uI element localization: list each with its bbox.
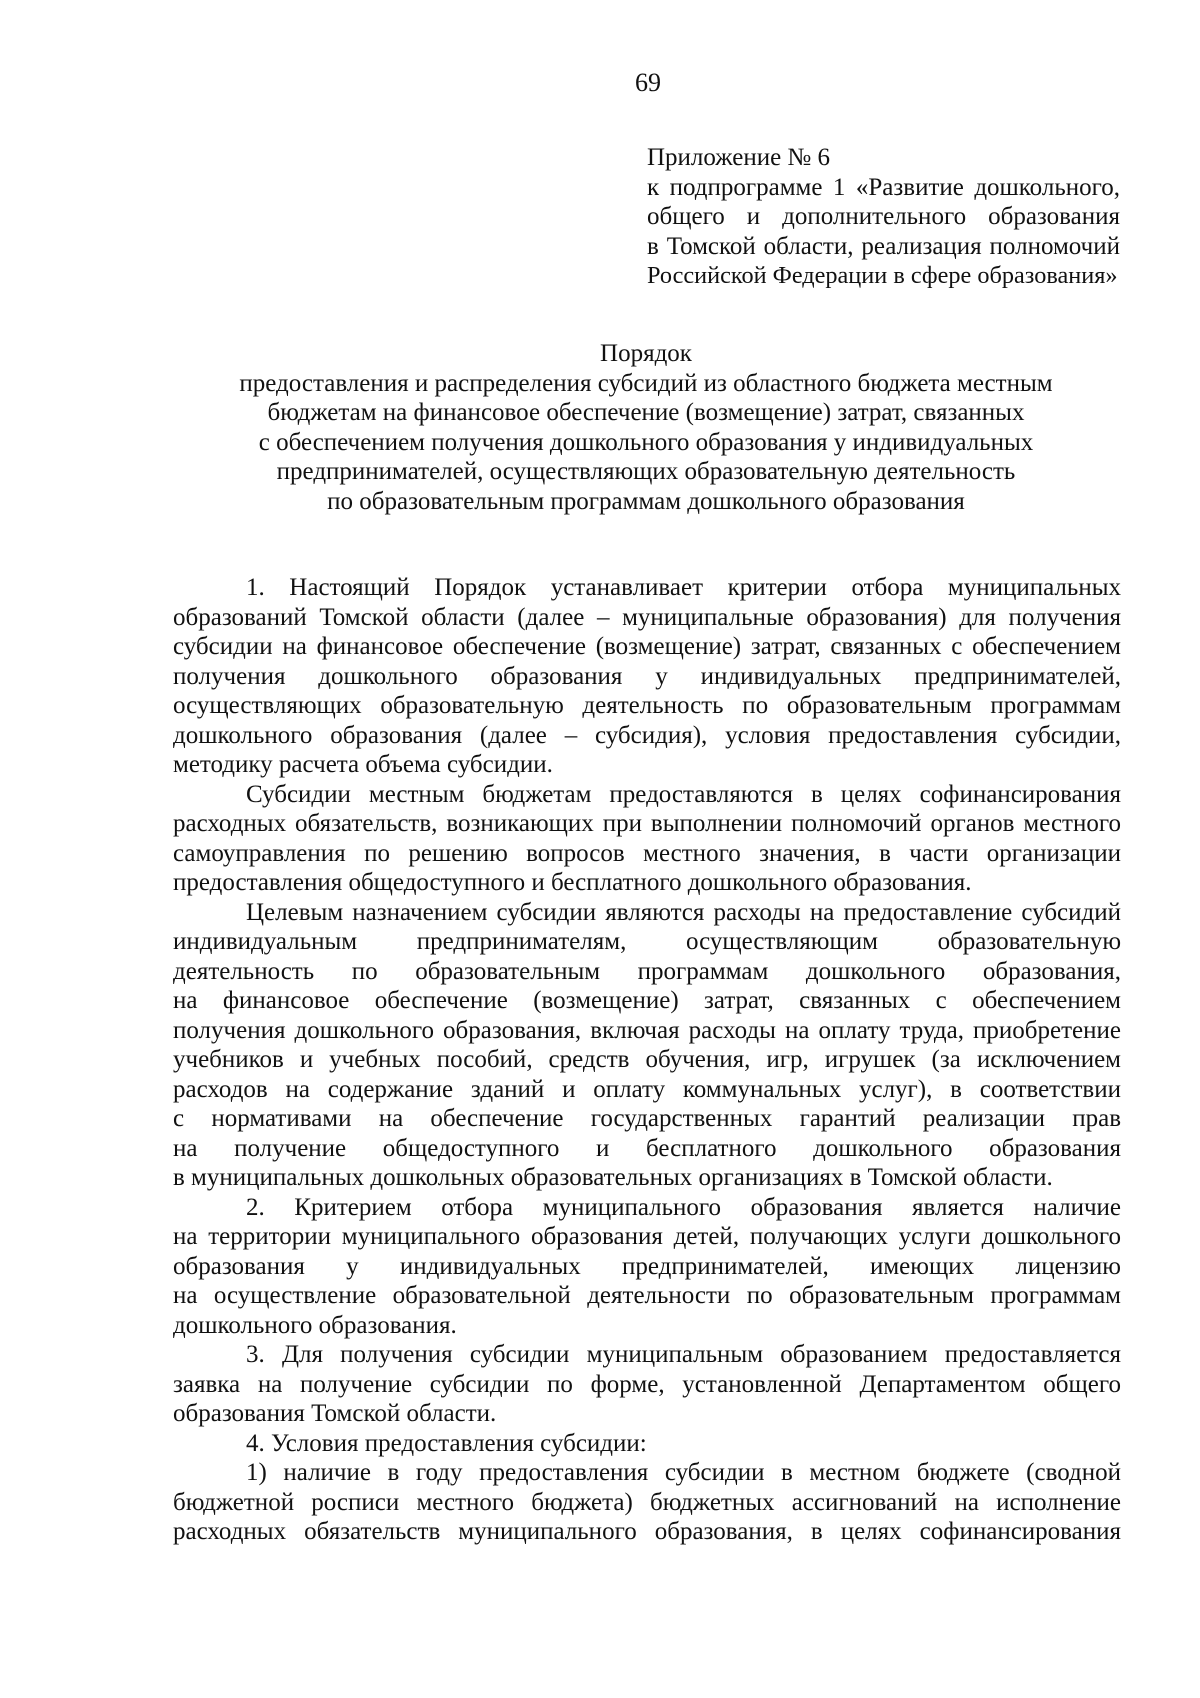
paragraph-line: 1. Настоящий Порядок устанавливает критерии отбора муниципальных [246,574,1121,601]
paragraph-line: предоставления общедоступного и бесплатного дошкольного образования. [173,869,972,896]
paragraph-line: с нормативами на обеспечение государственных гарантий реализации прав [173,1105,1121,1132]
paragraph-line: получения дошкольного образования, включая расходы на оплату труда, приобретение [173,1016,1121,1044]
appendix-note [647,143,1120,291]
paragraph-line: 1) наличие в году предоставления субсидии в местном бюджете (сводной [246,1459,1121,1486]
paragraph-line: в муниципальных дошкольных образовательных организациях в Томской области. [173,1164,1053,1191]
title-line: предоставления и распределения субсидий из областного бюджета местным [239,369,1053,397]
body-paragraph [173,1458,1121,1547]
body-paragraph [173,1429,1121,1459]
paragraph-line: образования у индивидуальных предпринимателей, имеющих лицензию [173,1252,1121,1280]
paragraph-line: бюджетной росписи местного бюджета) бюджетных ассигнований на исполнение [173,1488,1121,1516]
paragraph-line: самоуправления по решению вопросов местного значения, в части организации [173,839,1121,867]
document-body [173,573,1121,1547]
paragraph-line: дошкольного образования (далее – субсидия), условия предоставления субсидии, [173,721,1121,749]
paragraph-line: субсидии на финансовое обеспечение (возмещение) затрат, связанных с обеспечением [173,633,1121,660]
paragraph-line: 2. Критерием отбора муниципального образования является наличие [246,1193,1121,1221]
paragraph-line: на осуществление образовательной деятельности по образовательным программам [173,1282,1121,1309]
paragraph-line: на территории муниципального образования детей, получающих услуги дошкольного [173,1223,1121,1250]
body-paragraph [173,1340,1121,1429]
paragraph-line: индивидуальным предпринимателям, осуществляющим образовательную [173,928,1121,955]
paragraph-line: образования Томской области. [173,1400,497,1427]
paragraph-line: осуществляющих образовательную деятельность по образовательным программам [173,692,1121,719]
title-line: предпринимателей, осуществляющих образовательную деятельность [276,458,1016,485]
document-title [172,339,1120,516]
title-heading: Порядок [600,340,692,367]
page-number: 69 [635,68,661,97]
title-line: бюджетам на финансовое обеспечение (возмещение) затрат, связанных [267,399,1025,426]
paragraph-line: методику расчета объема субсидии. [173,751,553,778]
paragraph-line: на финансовое обеспечение (возмещение) затрат, связанных с обеспечением [173,987,1121,1014]
body-paragraph [173,780,1121,898]
paragraph-line: образований Томской области (далее – муниципальные образования) для получения [173,603,1121,631]
body-paragraph [173,898,1121,1193]
paragraph-line: расходных обязательств муниципального образования, в целях софинансирования [173,1518,1121,1545]
paragraph-line: дошкольного образования. [173,1311,457,1339]
body-paragraph [173,1193,1121,1341]
paragraph-line: 3. Для получения субсидии муниципальным образованием предоставляется [246,1341,1121,1368]
appendix-line: к подпрограмме 1 «Развитие дошкольного, [647,173,1120,201]
paragraph-line: 4. Условия предоставления субсидии: [246,1429,647,1457]
title-line: с обеспечением получения дошкольного образования у индивидуальных [258,428,1034,456]
title-line: по образовательным программам дошкольного образования [327,487,965,515]
paragraph-line: получения дошкольного образования у индивидуальных предпринимателей, [173,662,1121,690]
appendix-line: Российской Федерации в сфере образования» [647,262,1118,289]
appendix-line: Приложение № 6 [647,144,831,171]
paragraph-line: расходных обязательств, возникающих при выполнении полномочий органов местного [173,810,1121,837]
appendix-line: в Томской области, реализация полномочий [647,232,1120,260]
paragraph-line: Целевым назначением субсидии являются расходы на предоставление субсидий [246,898,1121,926]
paragraph-line: расходов на содержание зданий и оплату коммунальных услуг), в соответствии [173,1075,1121,1103]
paragraph-line: заявка на получение субсидии по форме, установленной Департаментом общего [173,1370,1121,1398]
paragraph-line: Субсидии местным бюджетам предоставляются в целях софинансирования [246,780,1121,808]
body-paragraph [173,573,1121,780]
appendix-line: общего и дополнительного образования [647,203,1120,230]
paragraph-line: учебников и учебных пособий, средств обучения, игр, игрушек (за исключением [173,1046,1121,1073]
paragraph-line: деятельность по образовательным программам дошкольного образования, [173,957,1121,985]
paragraph-line: на получение общедоступного и бесплатного дошкольного образования [173,1134,1121,1162]
